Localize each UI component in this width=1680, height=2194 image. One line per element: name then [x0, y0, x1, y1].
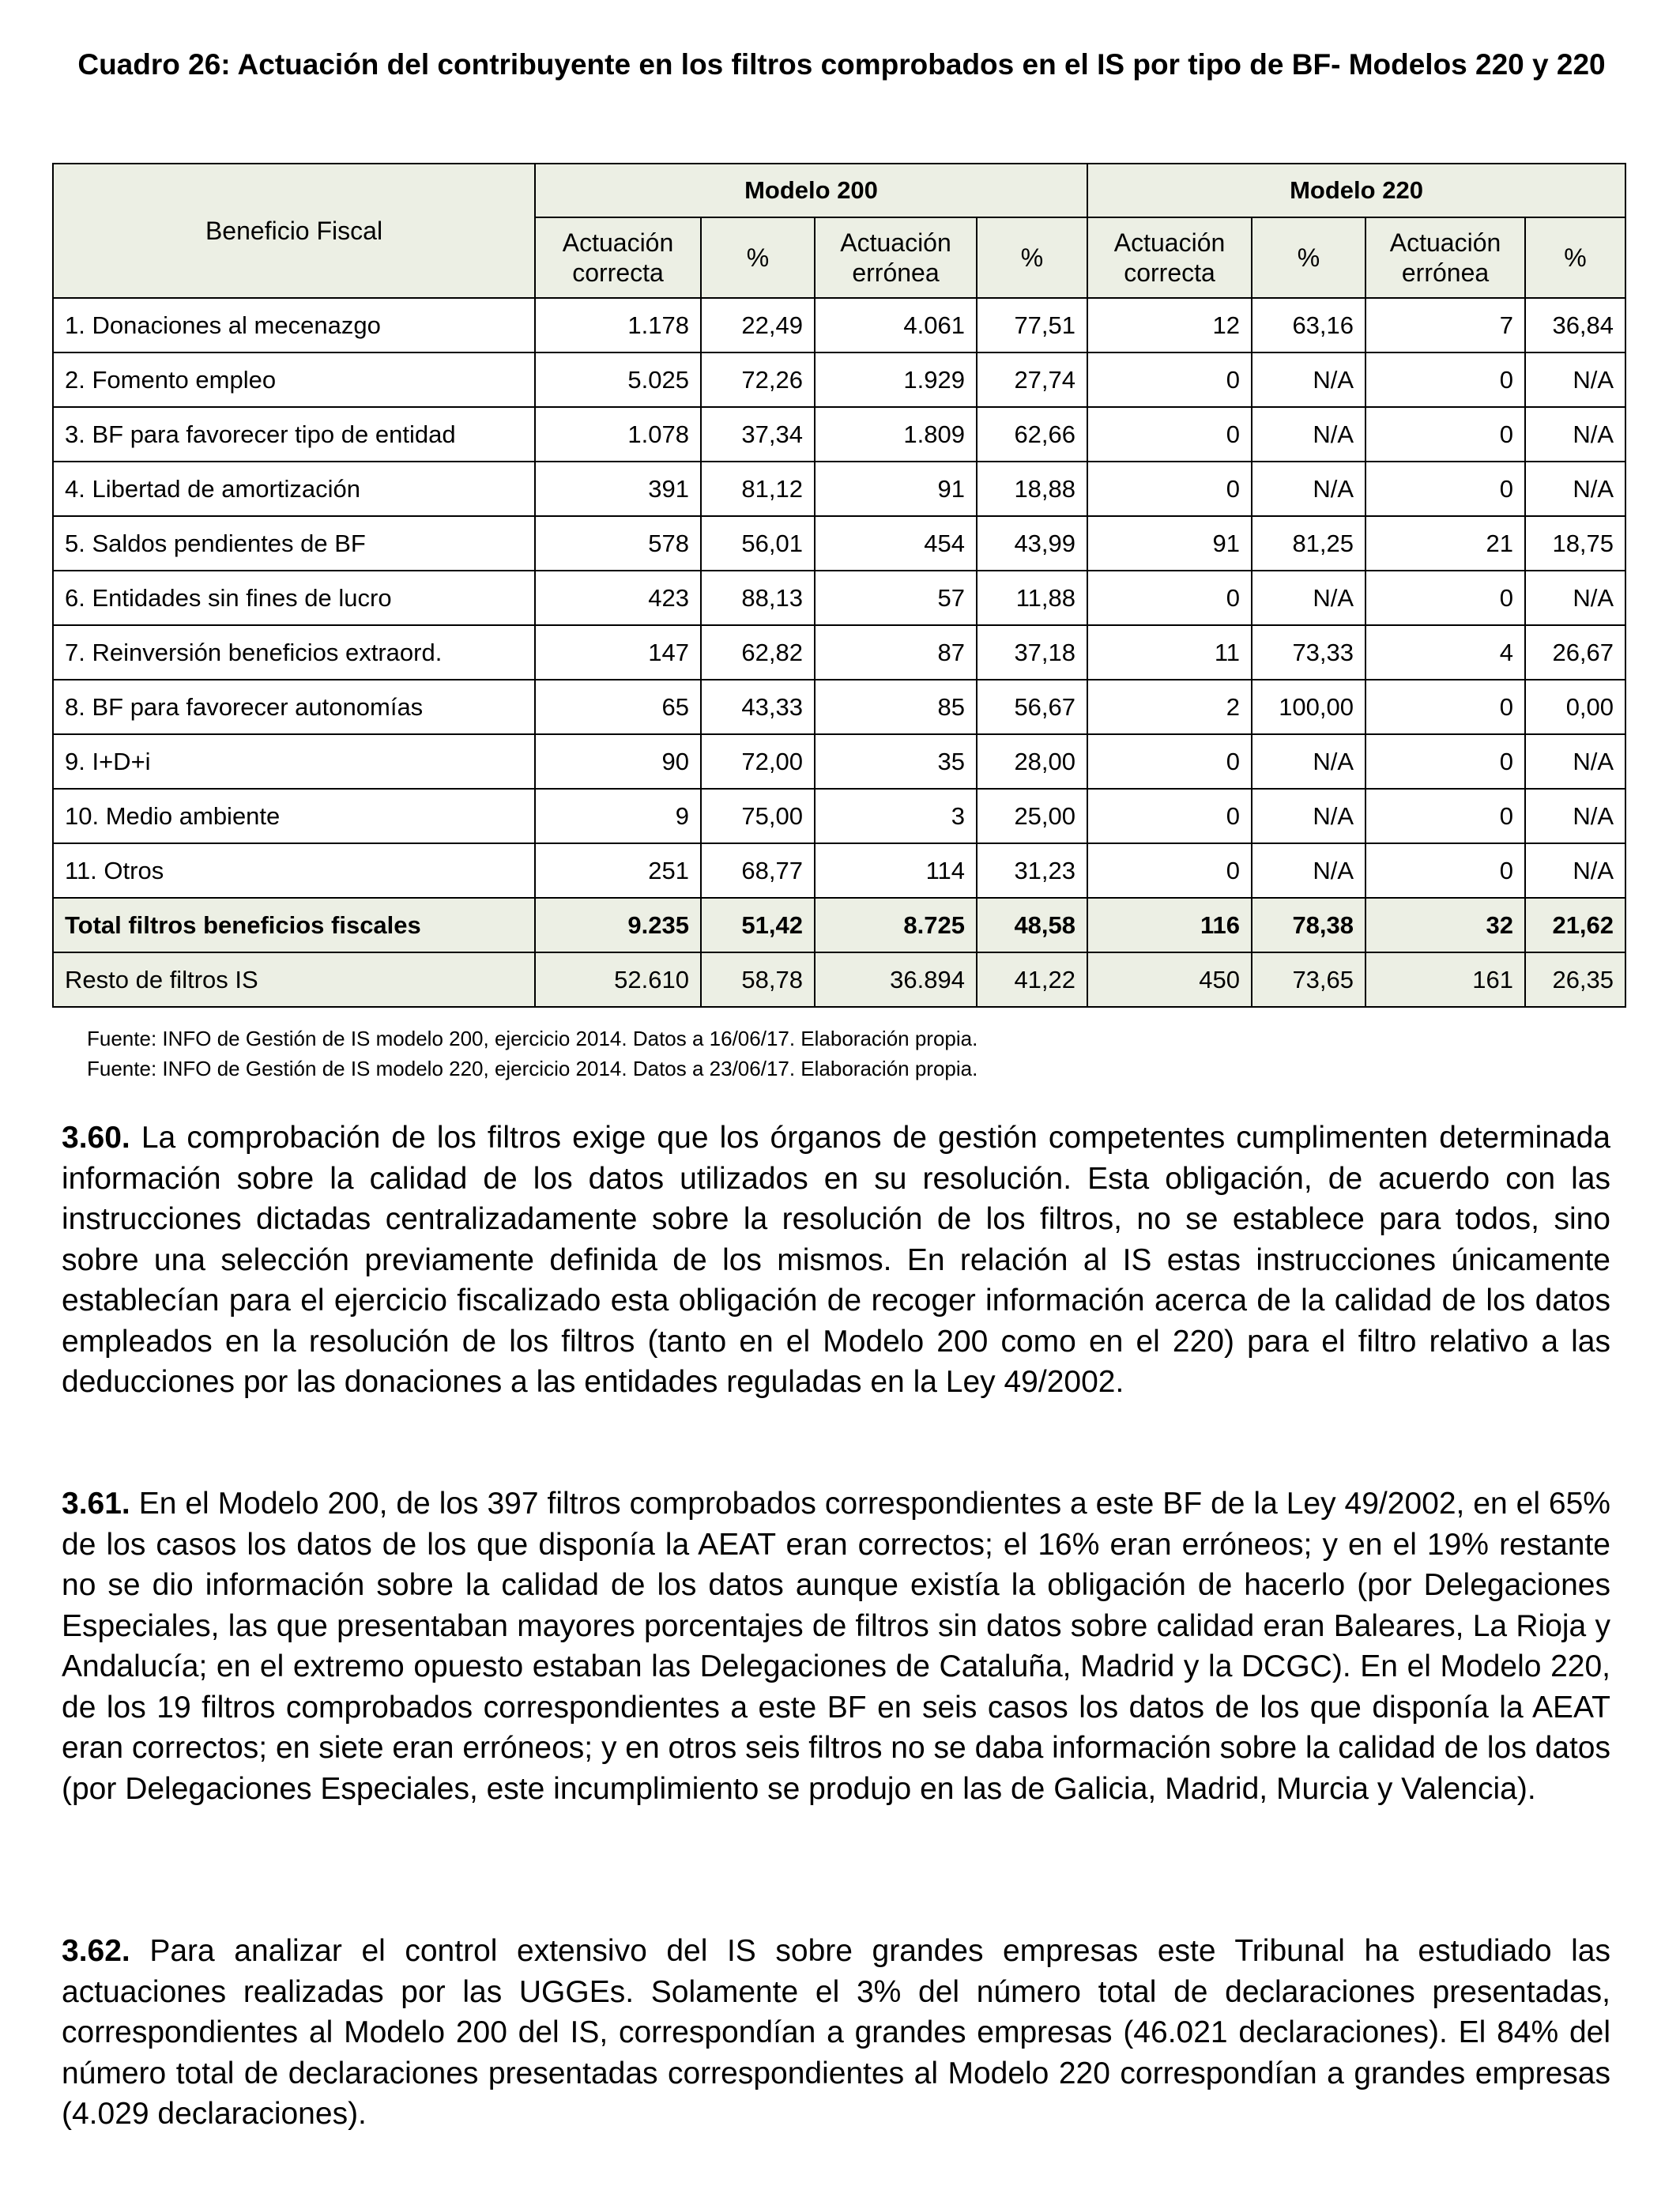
- table-cell: N/A: [1252, 407, 1365, 462]
- table-cell: N/A: [1252, 571, 1365, 625]
- table-row: [53, 352, 1625, 407]
- table-cell: 78,38: [1252, 898, 1365, 952]
- table-cell: 73,33: [1252, 625, 1365, 680]
- table-cell: 31,23: [977, 843, 1087, 898]
- table-cell: 454: [815, 516, 977, 571]
- table-cell: 0: [1087, 734, 1252, 789]
- paragraph-3-62: [62, 1931, 1610, 2135]
- table-cell: 5.025: [535, 352, 701, 407]
- table-cell: 100,00: [1252, 680, 1365, 734]
- table-cell: 3: [815, 789, 977, 843]
- table-cell: 75,00: [701, 789, 815, 843]
- table-cell: 0: [1365, 680, 1525, 734]
- source-note-220: Fuente: INFO de Gestión de IS modelo 220, ejercicio 2014. Datos a 23/06/17. Elaboración propia.: [87, 1057, 978, 1080]
- row-label: 7. Reinversión beneficios extraord.: [53, 625, 535, 680]
- table-cell: 114: [815, 843, 977, 898]
- header-beneficio-fiscal: Beneficio Fiscal: [53, 164, 535, 298]
- table-cell: 2: [1087, 680, 1252, 734]
- paragraph-3-61: [62, 1483, 1610, 1809]
- table-cell: 43,33: [701, 680, 815, 734]
- table-cell: 52.610: [535, 952, 701, 1007]
- table-row: [53, 462, 1625, 516]
- paragraph-3-60: [62, 1118, 1610, 1403]
- table-cell: 27,74: [977, 352, 1087, 407]
- row-label: Total filtros beneficios fiscales: [53, 898, 535, 952]
- table-cell: 9.235: [535, 898, 701, 952]
- paragraph-text: Para analizar el control extensivo del IS sobre grandes empresas este Tribunal ha estudiado las actuaciones realizadas por las UGGEs. Solamente el 3% del número total de declaraciones presentadas, correspondientes al Modelo 200 del IS, correspondían a grandes empresas (46.021 declaraciones). El 84% del número total de declaraciones presentadas correspondientes al Modelo 220 correspondían a grandes empresas (4.029 declaraciones).: [62, 1934, 1610, 2131]
- row-label: 8. BF para favorecer autonomías: [53, 680, 535, 734]
- table-cell: 90: [535, 734, 701, 789]
- table-cell: 18,75: [1525, 516, 1625, 571]
- table-cell: 91: [815, 462, 977, 516]
- table-cell: 0: [1365, 734, 1525, 789]
- table-cell: 11,88: [977, 571, 1087, 625]
- table-cell: 62,66: [977, 407, 1087, 462]
- row-label: 9. I+D+i: [53, 734, 535, 789]
- table-cell: 0: [1365, 352, 1525, 407]
- table-cell: N/A: [1525, 462, 1625, 516]
- header-modelo-200: Modelo 200: [535, 164, 1087, 217]
- paragraph-number: 3.60.: [62, 1121, 130, 1155]
- table-cell: 56,01: [701, 516, 815, 571]
- table-title: [55, 46, 1628, 84]
- table-cell: 0: [1365, 407, 1525, 462]
- table-cell: 88,13: [701, 571, 815, 625]
- table-cell: 4.061: [815, 298, 977, 352]
- table-cell: 32: [1365, 898, 1525, 952]
- table-cell: 81,12: [701, 462, 815, 516]
- title-text: Actuación del contribuyente en los filtros comprobados en el IS por tipo de BF- Modelos 220 y 220: [237, 48, 1606, 81]
- table-cell: 21: [1365, 516, 1525, 571]
- subheader-pct-200-a: %: [701, 217, 815, 298]
- subheader-erronea-200: Actuación errónea: [815, 217, 977, 298]
- table-cell: 26,67: [1525, 625, 1625, 680]
- table-cell: 423: [535, 571, 701, 625]
- row-label: 11. Otros: [53, 843, 535, 898]
- table-cell: 51,42: [701, 898, 815, 952]
- table-cell: 251: [535, 843, 701, 898]
- table-cell: 0: [1087, 843, 1252, 898]
- subheader-pct-220-b: %: [1525, 217, 1625, 298]
- table-cell: 26,35: [1525, 952, 1625, 1007]
- table-cell: 62,82: [701, 625, 815, 680]
- table-cell: 0: [1087, 789, 1252, 843]
- table-cell: N/A: [1252, 789, 1365, 843]
- table-row: [53, 625, 1625, 680]
- table-cell: 72,26: [701, 352, 815, 407]
- table-row: [53, 680, 1625, 734]
- table-cell: 73,65: [1252, 952, 1365, 1007]
- table-cell: 0,00: [1525, 680, 1625, 734]
- table-cell: 22,49: [701, 298, 815, 352]
- table-row: [53, 298, 1625, 352]
- table-cell: 578: [535, 516, 701, 571]
- table-cell: 21,62: [1525, 898, 1625, 952]
- table-cell: 391: [535, 462, 701, 516]
- title-prefix: Cuadro 26:: [77, 48, 231, 81]
- table-cell: 0: [1087, 352, 1252, 407]
- table-cell: 11: [1087, 625, 1252, 680]
- row-label: 10. Medio ambiente: [53, 789, 535, 843]
- resto-row: [53, 952, 1625, 1007]
- table-cell: 48,58: [977, 898, 1087, 952]
- table-cell: 0: [1365, 571, 1525, 625]
- table-cell: N/A: [1525, 571, 1625, 625]
- row-label: 2. Fomento empleo: [53, 352, 535, 407]
- table-cell: 12: [1087, 298, 1252, 352]
- table-cell: 25,00: [977, 789, 1087, 843]
- table-cell: 0: [1365, 843, 1525, 898]
- table-cell: 65: [535, 680, 701, 734]
- table-cell: 37,18: [977, 625, 1087, 680]
- table-cell: 72,00: [701, 734, 815, 789]
- table-cell: 68,77: [701, 843, 815, 898]
- subheader-erronea-220: Actuación errónea: [1365, 217, 1525, 298]
- table-cell: 450: [1087, 952, 1252, 1007]
- table-cell: 7: [1365, 298, 1525, 352]
- table-cell: 37,34: [701, 407, 815, 462]
- table-cell: 35: [815, 734, 977, 789]
- table-cell: 91: [1087, 516, 1252, 571]
- row-label: 5. Saldos pendientes de BF: [53, 516, 535, 571]
- table-cell: 28,00: [977, 734, 1087, 789]
- paragraph-text: La comprobación de los filtros exige que los órganos de gestión competentes cumplimenten determinada información sobre la calidad de los datos utilizados en su resolución. Esta obligación, de acuerdo con las instrucciones dictadas centralizadamente sobre la resolución de los filtros, no se establece para todos, sino sobre una selección previamente definida de los mismos. En relación al IS estas instrucciones únicamente establecían para el ejercicio fiscalizado esta obligación de recoger información acerca de la calidad de los datos empleados en la resolución de los filtros (tanto en el Modelo 200 como en el 220) para el filtro relativo a las deducciones por las donaciones a las entidades reguladas en la Ley 49/2002.: [62, 1121, 1610, 1399]
- table-cell: 0: [1365, 789, 1525, 843]
- table-cell: 56,67: [977, 680, 1087, 734]
- table-cell: 0: [1087, 571, 1252, 625]
- subheader-pct-220-a: %: [1252, 217, 1365, 298]
- table-cell: 85: [815, 680, 977, 734]
- table-row: [53, 734, 1625, 789]
- subheader-correcta-220: Actuación correcta: [1087, 217, 1252, 298]
- table-cell: N/A: [1525, 407, 1625, 462]
- table-cell: 1.809: [815, 407, 977, 462]
- row-label: Resto de filtros IS: [53, 952, 535, 1007]
- paragraph-text: En el Modelo 200, de los 397 filtros comprobados correspondientes a este BF de la Ley 49/2002, en el 65% de los casos los datos de los que disponía la AEAT eran correctos; el 16% eran erróneos; y en el 19% restante no se dio información sobre la calidad de los datos aunque existía la obligación de hacerlo (por Delegaciones Especiales, las que presentaban mayores porcentajes de filtros sin datos sobre calidad eran Baleares, La Rioja y Andalucía; en el extremo opuesto estaban las Delegaciones de Cataluña, Madrid y la DCGC). En el Modelo 220, de los 19 filtros comprobados correspondientes a este BF en seis casos los datos de los que disponía la AEAT eran correctos; en siete eran erróneos; y en otros seis filtros no se daba información sobre la calidad de los datos (por Delegaciones Especiales, este incumplimiento se produjo en las de Galicia, Madrid, Murcia y Valencia).: [62, 1487, 1610, 1806]
- table-row: [53, 843, 1625, 898]
- table-cell: 58,78: [701, 952, 815, 1007]
- header-modelo-220: Modelo 220: [1087, 164, 1625, 217]
- table-cell: 116: [1087, 898, 1252, 952]
- paragraph-number: 3.61.: [62, 1487, 130, 1521]
- row-label: 6. Entidades sin fines de lucro: [53, 571, 535, 625]
- table-cell: 36.894: [815, 952, 977, 1007]
- table-cell: 81,25: [1252, 516, 1365, 571]
- subheader-pct-200-b: %: [977, 217, 1087, 298]
- table-cell: N/A: [1252, 462, 1365, 516]
- table-cell: N/A: [1525, 843, 1625, 898]
- row-label: 1. Donaciones al mecenazgo: [53, 298, 535, 352]
- table-cell: 18,88: [977, 462, 1087, 516]
- data-table: [52, 163, 1626, 1008]
- table-cell: N/A: [1252, 352, 1365, 407]
- table-row: [53, 571, 1625, 625]
- table-cell: 161: [1365, 952, 1525, 1007]
- table-cell: N/A: [1525, 789, 1625, 843]
- table-cell: N/A: [1525, 734, 1625, 789]
- table-cell: 0: [1365, 462, 1525, 516]
- table-cell: 4: [1365, 625, 1525, 680]
- table-row: [53, 407, 1625, 462]
- table-cell: N/A: [1525, 352, 1625, 407]
- table-cell: 57: [815, 571, 977, 625]
- table-cell: 41,22: [977, 952, 1087, 1007]
- table-cell: N/A: [1252, 734, 1365, 789]
- subheader-correcta-200: Actuación correcta: [535, 217, 701, 298]
- table-cell: 0: [1087, 462, 1252, 516]
- table-cell: 147: [535, 625, 701, 680]
- table-cell: 1.078: [535, 407, 701, 462]
- row-label: 3. BF para favorecer tipo de entidad: [53, 407, 535, 462]
- table-cell: 8.725: [815, 898, 977, 952]
- table-cell: 87: [815, 625, 977, 680]
- table-cell: 77,51: [977, 298, 1087, 352]
- table-cell: 0: [1087, 407, 1252, 462]
- total-row: [53, 898, 1625, 952]
- table-row: [53, 516, 1625, 571]
- table-cell: 36,84: [1525, 298, 1625, 352]
- table-cell: 1.178: [535, 298, 701, 352]
- paragraph-number: 3.62.: [62, 1934, 130, 1968]
- table-row: [53, 789, 1625, 843]
- table-cell: 1.929: [815, 352, 977, 407]
- table-cell: N/A: [1252, 843, 1365, 898]
- table-cell: 63,16: [1252, 298, 1365, 352]
- table-cell: 43,99: [977, 516, 1087, 571]
- source-note-200: Fuente: INFO de Gestión de IS modelo 200, ejercicio 2014. Datos a 16/06/17. Elaboración propia.: [87, 1027, 978, 1050]
- row-label: 4. Libertad de amortización: [53, 462, 535, 516]
- table-cell: 9: [535, 789, 701, 843]
